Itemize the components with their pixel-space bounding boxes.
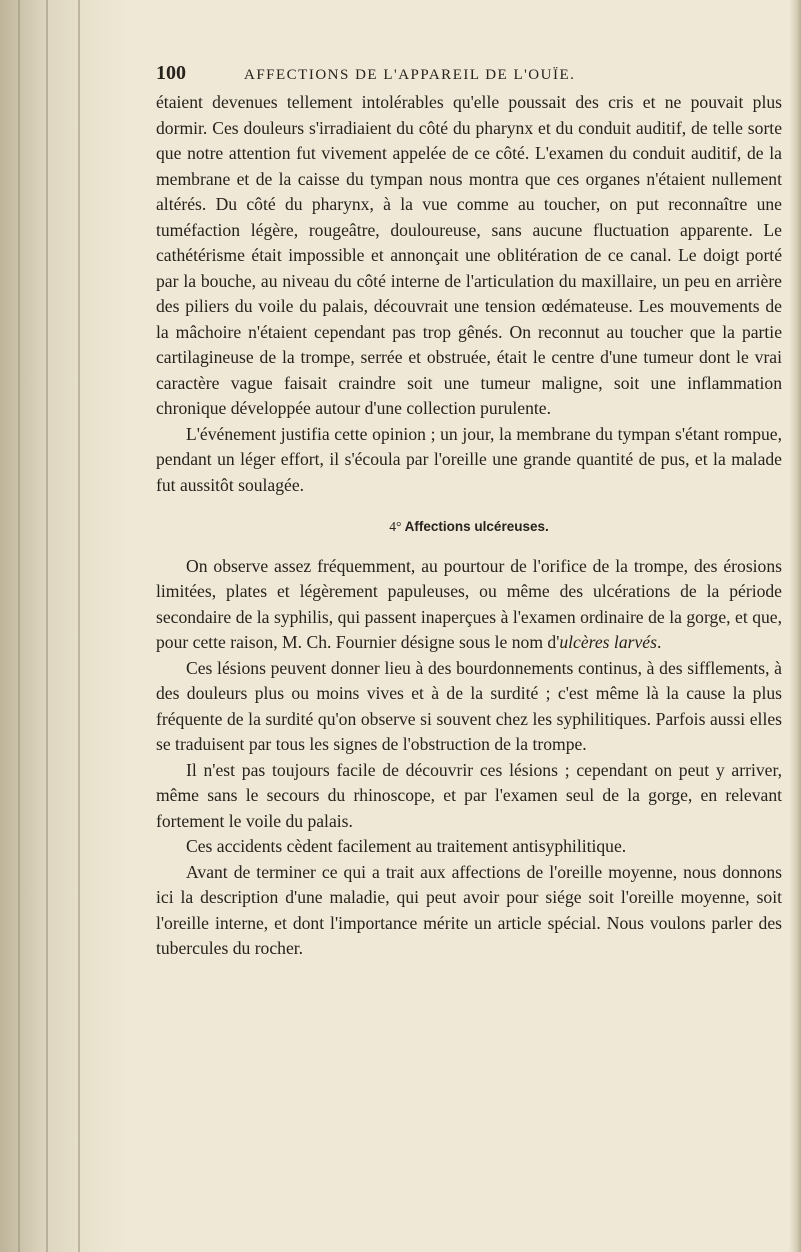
- binding-fold-line: [46, 0, 48, 1252]
- section-number: 4°: [389, 519, 402, 534]
- italic-term: ulcères larvés: [559, 632, 657, 652]
- paragraph-text: .: [656, 632, 662, 652]
- book-binding-edge: [0, 0, 128, 1252]
- paragraph-text: On observe assez fréquemment, au pourtour de l'orifice de la trompe, des érosions limitées, plates et légèrement papuleuses, ou même des ulcérations de la période secondaire de la syphilis, qui passent inaperçues à l'examen ordinaire de la gorge, et que, pour cette raison, M. Ch. Fournier désigne sous le nom d': [156, 555, 782, 652]
- paragraph: Ces lésions peuvent donner lieu à des bourdonnements continus, à des sifflements, à des douleurs plus ou moins vives et à de la surdité ; c'est même là la cause la plus fréquente de la surdité qu'on observe si souvent chez les syphilitiques. Parfois aussi elles se traduisent par tous les signes de l'obstruction de la trompe.: [156, 657, 782, 754]
- page-number: 100: [156, 62, 186, 84]
- page-header: [156, 62, 782, 88]
- running-head: AFFECTIONS DE L'APPAREIL DE L'OUÏE.: [244, 67, 576, 83]
- binding-fold-line: [18, 0, 20, 1252]
- binding-fold-line: [78, 0, 80, 1252]
- paragraph: [156, 554, 782, 656]
- page-body: [156, 90, 782, 962]
- section-heading: [156, 514, 782, 540]
- paragraph: étaient devenues tellement intolérables qu'elle poussait des cris et ne pouvait plus dormir. Ces douleurs s'irradiaient du côté du pharynx et du conduit auditif, de telle sorte que notre attention fut vivement appelée de ce côté. L'examen du conduit auditif, de la membrane et de la caisse du tympan nous montra que ces organes n'étaient nullement altérés. Du côté du pharynx, à la vue comme au toucher, on put reconnaître une tuméfaction légère, rougeâtre, douloureuse, sans aucune fluctuation apparente. Le cathétérisme était impossible et annonçait une oblitération de ce canal. Le doigt porté par la bouche, au niveau du côté interne de l'articulation du maxillaire, un peu en arrière des piliers du voile du palais, découvrait une tension œdémateuse. Les mouvements de la mâchoire n'étaient cependant pas trop gênés. On reconnut au toucher que la partie cartilagineuse de la trompe, serrée et obstruée, était le centre d'une tumeur dont le vrai caractère vague faisait craindre soit une tumeur maligne, soit une inflammation chronique développée autour d'une collection purulente.: [156, 92, 782, 418]
- paragraph: Ces accidents cèdent facilement au traitement antisyphilitique.: [186, 836, 627, 856]
- paragraph: Avant de terminer ce qui a trait aux affections de l'oreille moyenne, nous donnons ici la description d'une maladie, qui peut avoir pour siége soit l'oreille moyenne, soit l'oreille interne, et dont l'importance mérite un article spécial. Nous voulons parler des tubercules du rocher.: [156, 861, 782, 958]
- page-right-edge: [789, 0, 801, 1252]
- paragraph: Il n'est pas toujours facile de découvrir ces lésions ; cependant on peut y arriver, même sans le secours du rhinoscope, et par l'examen seul de la gorge, en relevant fortement le voile du palais.: [156, 759, 782, 831]
- section-title: Affections ulcéreuses.: [404, 519, 549, 534]
- paragraph: L'événement justifia cette opinion ; un jour, la membrane du tympan s'étant rompue, pendant un léger effort, il s'écoula par l'oreille une grande quantité de pus, et la malade fut aussitôt soulagée.: [156, 423, 782, 495]
- book-page: [156, 62, 782, 962]
